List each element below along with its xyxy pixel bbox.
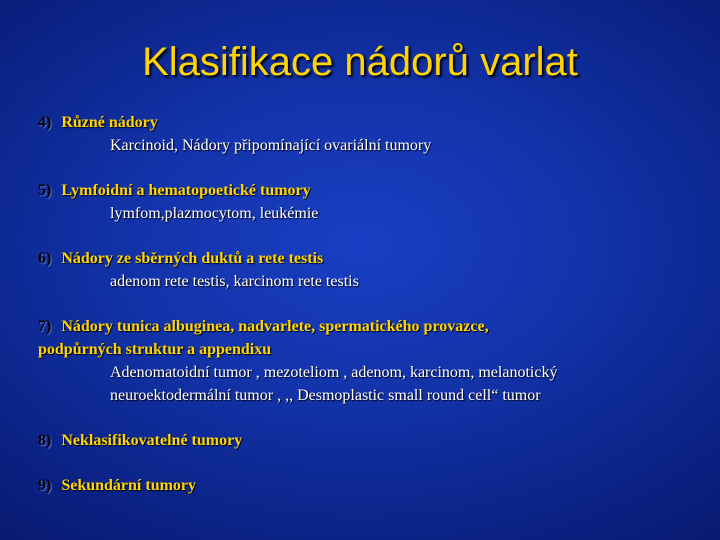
item-detail: Karcinoid, Nádory připomínající ovariální tumory [110,137,432,154]
item-detail: Adenomatoidní tumor , mezoteliom , adenom, karcinom, melanotický [110,364,558,381]
item-number: 6) [38,250,52,267]
list-item-9 [38,474,708,497]
item-heading: Nádory ze sběrných duktů a rete testis [61,250,324,267]
list-item-7 [38,315,708,407]
item-heading: Nádory tunica albuginea, nadvarlete, spermatického provazce, [61,318,489,335]
slide-title: Klasifikace nádorů varlat [142,40,578,84]
item-heading: Různé nádory [61,114,158,131]
item-detail: adenom rete testis, karcinom rete testis [110,273,359,290]
item-heading-continued: podpůrných struktur a appendixu [38,341,272,358]
item-heading: Lymfoidní a hematopoetické tumory [61,182,311,199]
item-number: 8) [38,432,52,449]
item-heading: Neklasifikovatelné tumory [61,432,243,449]
item-heading: Sekundární tumory [61,477,197,494]
list-item-4 [38,111,708,157]
list-item-8 [38,429,708,452]
item-number: 5) [38,182,52,199]
item-number: 4) [38,114,52,131]
list-item-5 [38,179,708,225]
item-number: 9) [38,477,52,494]
item-detail: neuroektodermální tumor , ,, Desmoplastic small round cell“ tumor [110,387,541,404]
slide-content [38,111,708,519]
item-detail: lymfom,plazmocytom, leukémie [110,205,319,222]
list-item-6 [38,247,708,293]
item-number: 7) [38,318,52,335]
